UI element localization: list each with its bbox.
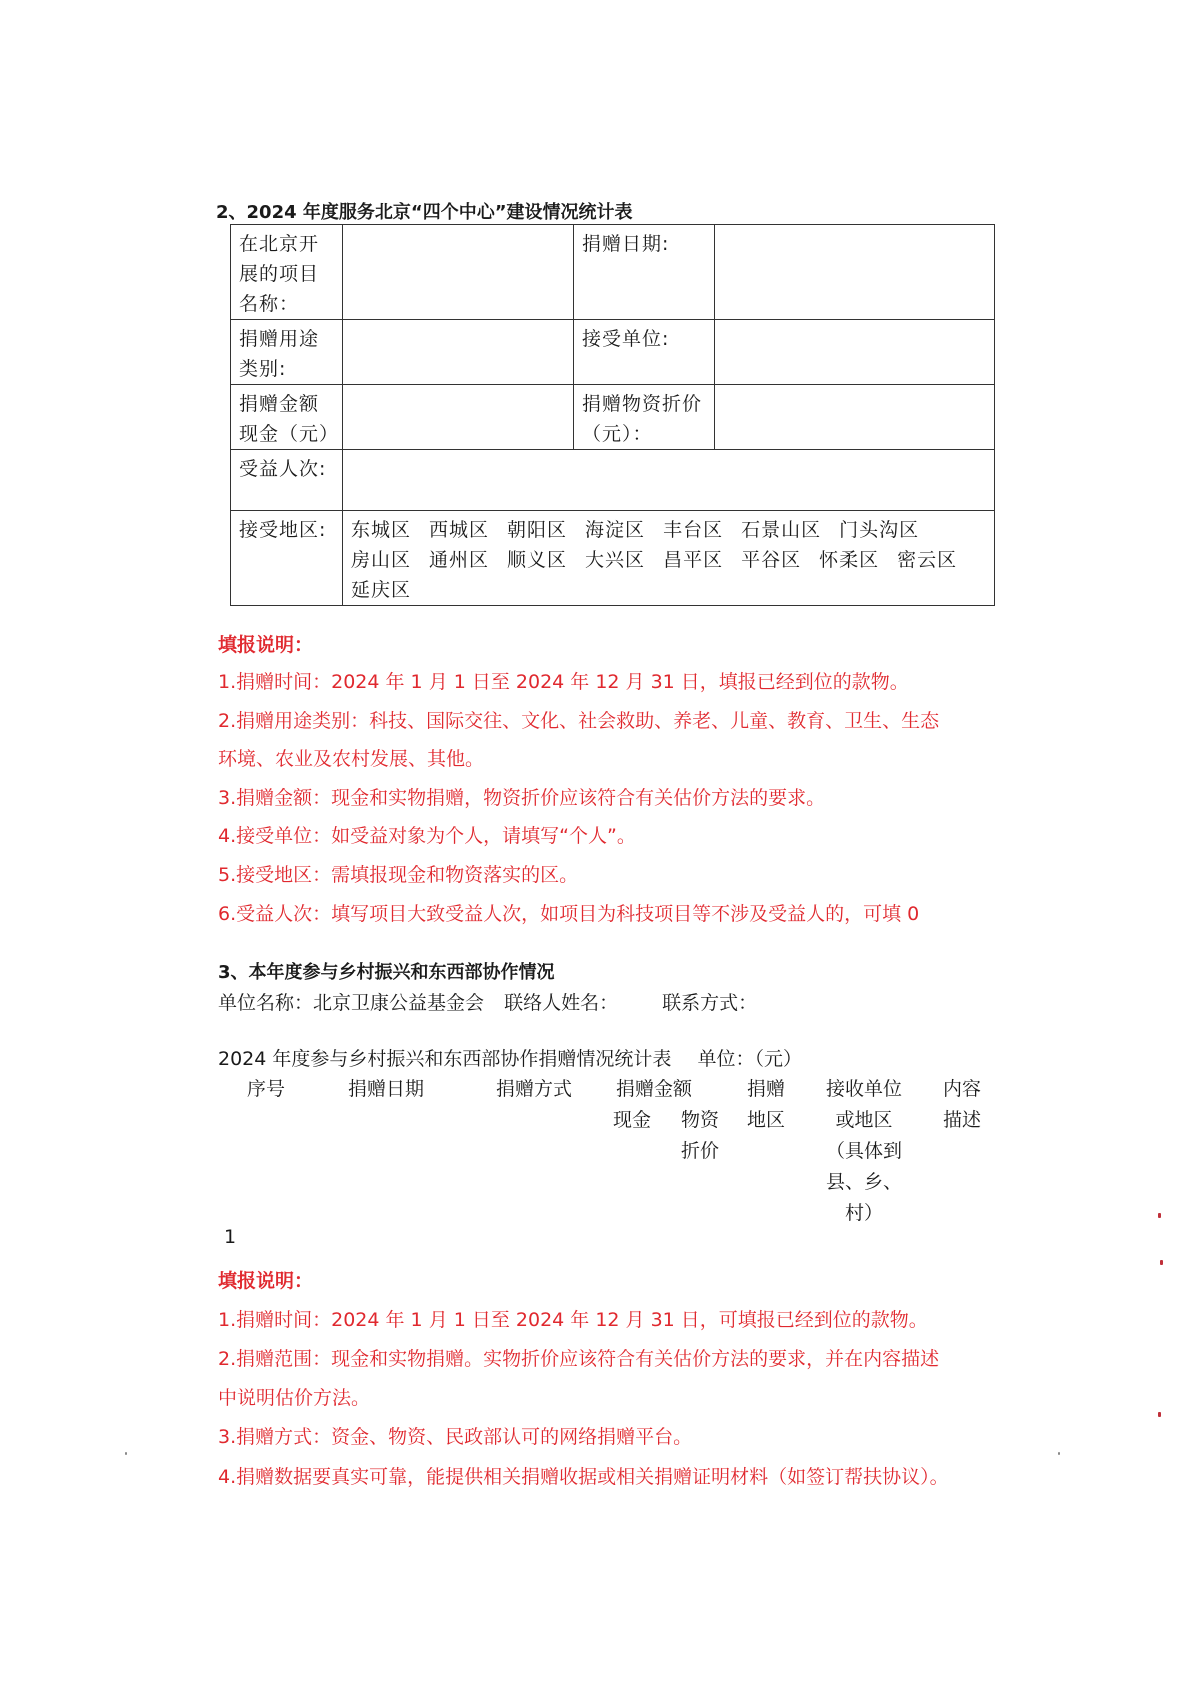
project-name-field[interactable] (343, 225, 574, 320)
header-goods: 物资 (680, 1109, 719, 1131)
beneficiaries-label: 受益人次: (231, 450, 343, 511)
section2-note: 5.接受地区：需填报现金和物资落实的区。 (218, 864, 579, 886)
district-option[interactable]: 西城区 (429, 519, 490, 541)
donation-date-label: 捐赠日期: (574, 225, 715, 320)
district-option[interactable]: 房山区 (351, 549, 412, 571)
section3-note: 2.捐赠范围：现金和实物捐赠。实物折价应该符合有关估价方法的要求，并在内容描述 (218, 1348, 940, 1370)
section3-note: 中说明估价方法。 (218, 1387, 371, 1409)
cash-label: 捐赠金额现金（元） (231, 385, 343, 450)
header-desc: 描述 (942, 1109, 981, 1131)
district-option[interactable]: 昌平区 (663, 549, 724, 571)
header-amount: 捐赠金额 (615, 1078, 692, 1100)
project-name-label: 在北京开展的项目名称： (231, 225, 343, 320)
district-option[interactable]: 朝阳区 (507, 519, 568, 541)
district-options (343, 511, 995, 606)
header-receiver: 或地区 (835, 1109, 893, 1131)
unit-label: 单位：（元） (697, 1048, 802, 1070)
recipient-field[interactable] (715, 320, 995, 385)
recipient-label: 接受单位: (574, 320, 715, 385)
goods-value-field[interactable] (715, 385, 995, 450)
section2-note: 6.受益人次：填写项目大致受益人次，如项目为科技项目等不涉及受益人的，可填 0 (218, 903, 920, 925)
header-seq: 序号 (246, 1078, 285, 1100)
district-option[interactable]: 门头沟区 (839, 519, 920, 541)
section2-table (230, 224, 995, 606)
section3-note: 1.捐赠时间：2024 年 1 月 1 日至 2024 年 12 月 31 日，可填报已经到位的款物。 (218, 1309, 928, 1331)
section2-note: 4.接受单位：如受益对象为个人，请填写“个人”。 (218, 825, 636, 847)
scan-speck (1160, 1260, 1163, 1265)
section3-notes-title: 填报说明： (218, 1270, 314, 1292)
header-receiver: 村） (844, 1202, 883, 1224)
section3-note: 3.捐赠方式：资金、物资、民政部认可的网络捐赠平台。 (218, 1426, 693, 1448)
header-method: 捐赠方式 (495, 1078, 572, 1100)
header-cash: 现金 (612, 1109, 651, 1131)
section3-title: 3、本年度参与乡村振兴和东西部协作情况 (218, 962, 555, 983)
district-option[interactable]: 大兴区 (585, 549, 646, 571)
district-option[interactable]: 海淀区 (585, 519, 646, 541)
district-label: 接受地区: (231, 511, 343, 606)
cash-field[interactable] (343, 385, 574, 450)
section2-note: 2.捐赠用途类别：科技、国际交往、文化、社会救助、养老、儿童、教育、卫生、生态 (218, 710, 940, 732)
header-receiver: 县、乡、 (825, 1171, 902, 1193)
purpose-label: 捐赠用途类别: (231, 320, 343, 385)
district-option[interactable]: 丰台区 (663, 519, 724, 541)
row1-seq: 1 (224, 1226, 237, 1248)
district-option[interactable]: 平谷区 (741, 549, 802, 571)
district-option[interactable]: 石景山区 (741, 519, 822, 541)
scan-speck (1058, 1452, 1060, 1455)
section2-title: 2、2024 年度服务北京“四个中心”建设情况统计表 (216, 202, 633, 223)
scan-speck (1158, 1412, 1161, 1417)
org-line (218, 988, 757, 1015)
header-desc: 内容 (942, 1078, 981, 1100)
purpose-field[interactable] (343, 320, 574, 385)
district-option[interactable]: 顺义区 (507, 549, 568, 571)
section2-note: 环境、农业及农村发展、其他。 (218, 748, 485, 770)
header-goods: 折价 (680, 1140, 719, 1162)
section2-notes-title: 填报说明： (218, 634, 314, 656)
contact-name-label: 联络人姓名： (504, 992, 619, 1014)
section2-note: 1.捐赠时间：2024 年 1 月 1 日至 2024 年 12 月 31 日，填报已经到位的款物。 (218, 671, 909, 693)
org-name: 单位名称：北京卫康公益基金会 (218, 992, 485, 1014)
scan-speck (125, 1452, 127, 1455)
district-option[interactable]: 通州区 (429, 549, 490, 571)
district-option[interactable]: 怀柔区 (819, 549, 880, 571)
section3-table-title-line (218, 1044, 802, 1071)
header-receiver: （具体到 (825, 1140, 902, 1162)
header-date: 捐赠日期 (347, 1078, 424, 1100)
header-receiver: 接收单位 (825, 1078, 902, 1100)
district-option[interactable]: 延庆区 (351, 579, 412, 601)
district-option[interactable]: 密云区 (897, 549, 958, 571)
section3-table-title: 2024 年度参与乡村振兴和东西部协作捐赠情况统计表 (218, 1048, 672, 1070)
district-option[interactable]: 东城区 (351, 519, 412, 541)
section3-note: 4.捐赠数据要真实可靠，能提供相关捐赠收据或相关捐赠证明材料（如签订帮扶协议）。 (218, 1466, 949, 1488)
goods-value-label: 捐赠物资折价（元）： (574, 385, 715, 450)
donation-date-field[interactable] (715, 225, 995, 320)
scan-speck (1158, 1213, 1161, 1218)
section2-note: 3.捐赠金额：现金和实物捐赠，物资折价应该符合有关估价方法的要求。 (218, 787, 826, 809)
beneficiaries-field[interactable] (343, 450, 995, 511)
header-region: 地区 (746, 1109, 785, 1131)
header-region: 捐赠 (746, 1078, 785, 1100)
contact-phone-label: 联系方式： (662, 992, 758, 1014)
